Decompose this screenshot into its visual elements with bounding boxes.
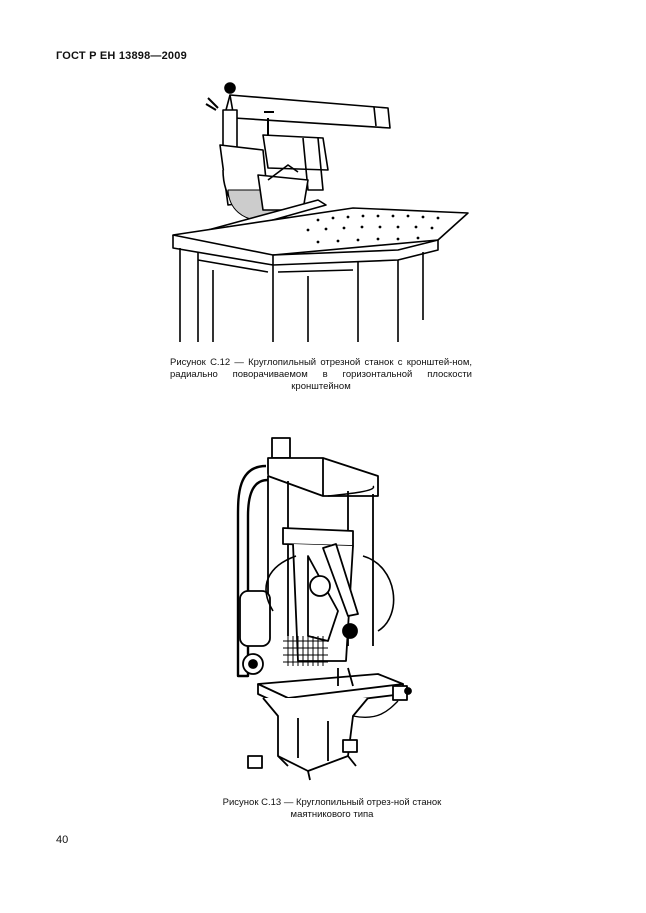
figure-c13-pendulum-saw <box>228 436 418 781</box>
figure-c13-caption: Рисунок С.13 — Круглопильный отрез-ной станок маятникового типа <box>222 797 442 820</box>
page-number: 40 <box>56 834 69 846</box>
figure-c12-radial-arm-saw <box>168 80 478 345</box>
document-code-header: ГОСТ Р ЕН 13898—2009 <box>56 50 187 62</box>
figure-c12-caption: Рисунок С.12 — Круглопильный отрезной станок с кронштей-ном, радиально поворачиваемом в горизонтальной плоскости кронштейном <box>170 357 472 392</box>
